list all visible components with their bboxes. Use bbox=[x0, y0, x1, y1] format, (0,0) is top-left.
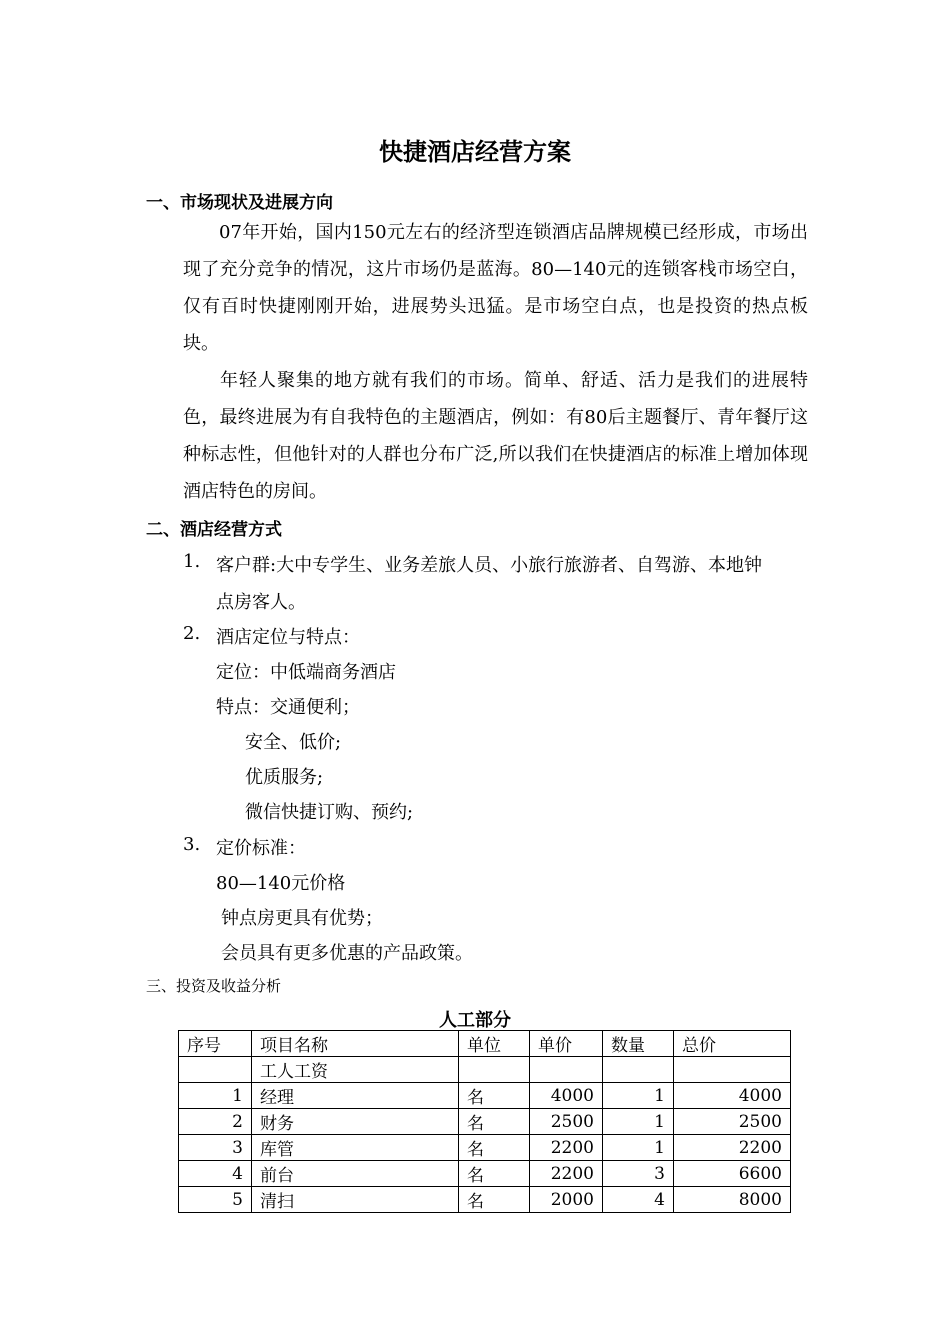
market-paragraph-2 bbox=[183, 362, 808, 510]
row-number: 4 bbox=[179, 1161, 252, 1187]
row-number: 3 bbox=[179, 1135, 252, 1161]
market-paragraph-1 bbox=[183, 214, 808, 362]
unit-price: 2200 bbox=[530, 1161, 603, 1187]
unit: 名 bbox=[459, 1187, 530, 1213]
features-label: 特点：交通便利； bbox=[216, 697, 360, 718]
unit: 名 bbox=[459, 1135, 530, 1161]
item-name: 前台 bbox=[252, 1161, 459, 1187]
quantity: 1 bbox=[603, 1135, 674, 1161]
table-row bbox=[179, 1135, 791, 1161]
list-number-2: 2. bbox=[183, 623, 201, 644]
table-cell bbox=[530, 1057, 603, 1083]
total-price: 4000 bbox=[674, 1083, 791, 1109]
customer-group-line1: 客户群:大中专学生、业务差旅人员、小旅行旅游者、自驾游、本地钟 bbox=[216, 555, 763, 576]
table-cell bbox=[179, 1057, 252, 1083]
column-header: 单位 bbox=[459, 1031, 530, 1057]
quantity: 1 bbox=[603, 1083, 674, 1109]
section-heading-operation: 二、酒店经营方式 bbox=[146, 520, 282, 540]
quantity: 3 bbox=[603, 1161, 674, 1187]
document-title: 快捷酒店经营方案 bbox=[379, 138, 571, 166]
price-range: 80—140元价格 bbox=[216, 873, 346, 894]
item-name: 财务 bbox=[252, 1109, 459, 1135]
unit-price: 2200 bbox=[530, 1135, 603, 1161]
table-header-row bbox=[179, 1031, 791, 1057]
market-paragraph-2-text: 年轻人聚集的地方就有我们的市场。简单、舒适、活力是我们的进展特色，最终进展为有自我特色的主题酒店，例如：有80后主题餐厅、青年餐厅这种标志性，但他针对的人群也分布广泛,所以我们在快捷酒店的标准上增加体现酒店特色的房间。 bbox=[183, 370, 808, 502]
table-row bbox=[179, 1161, 791, 1187]
list-number-3: 3. bbox=[183, 834, 201, 855]
price-note: 会员具有更多优惠的产品政策。 bbox=[221, 943, 473, 964]
row-number: 5 bbox=[179, 1187, 252, 1213]
item-name: 经理 bbox=[252, 1083, 459, 1109]
group-label: 工人工资 bbox=[252, 1057, 459, 1083]
row-number: 2 bbox=[179, 1109, 252, 1135]
price-note: 钟点房更具有优势； bbox=[221, 908, 383, 929]
column-header: 单价 bbox=[530, 1031, 603, 1057]
labor-cost-table bbox=[178, 1030, 791, 1213]
table-cell bbox=[459, 1057, 530, 1083]
table-group-row bbox=[179, 1057, 791, 1083]
section-heading-investment: 三、投资及收益分析 bbox=[146, 977, 282, 995]
column-header: 总价 bbox=[674, 1031, 791, 1057]
item-name: 清扫 bbox=[252, 1187, 459, 1213]
feature-item: 微信快捷订购、预约; bbox=[245, 802, 414, 823]
table-row bbox=[179, 1109, 791, 1135]
list-number-1: 1. bbox=[183, 551, 201, 572]
table-title: 人工部分 bbox=[439, 1010, 511, 1031]
table-cell bbox=[674, 1057, 791, 1083]
column-header: 序号 bbox=[179, 1031, 252, 1057]
item-name: 库管 bbox=[252, 1135, 459, 1161]
customer-group-line2: 点房客人。 bbox=[216, 592, 306, 613]
column-header: 项目名称 bbox=[252, 1031, 459, 1057]
feature-item: 安全、低价; bbox=[245, 732, 342, 753]
unit-price: 2500 bbox=[530, 1109, 603, 1135]
quantity: 4 bbox=[603, 1187, 674, 1213]
table-row bbox=[179, 1083, 791, 1109]
total-price: 2200 bbox=[674, 1135, 791, 1161]
feature-item: 优质服务; bbox=[245, 767, 324, 788]
total-price: 2500 bbox=[674, 1109, 791, 1135]
unit-price: 2000 bbox=[530, 1187, 603, 1213]
unit: 名 bbox=[459, 1161, 530, 1187]
table-row bbox=[179, 1187, 791, 1213]
total-price: 8000 bbox=[674, 1187, 791, 1213]
quantity: 1 bbox=[603, 1109, 674, 1135]
pricing-heading: 定价标准： bbox=[216, 838, 306, 859]
unit: 名 bbox=[459, 1083, 530, 1109]
positioning-heading: 酒店定位与特点： bbox=[216, 627, 360, 648]
section-heading-market: 一、市场现状及进展方向 bbox=[146, 193, 333, 213]
column-header: 数量 bbox=[603, 1031, 674, 1057]
market-paragraph-1-text: 07年开始，国内150元左右的经济型连锁酒店品牌规模已经形成，市场出现了充分竞争的情况，这片市场仍是蓝海。80—140元的连锁客栈市场空白，仅有百时快捷刚刚开始，进展势头迅猛。是市场空白点，也是投资的热点板块。 bbox=[183, 222, 808, 354]
total-price: 6600 bbox=[674, 1161, 791, 1187]
unit: 名 bbox=[459, 1109, 530, 1135]
table-cell bbox=[603, 1057, 674, 1083]
positioning-text: 定位：中低端商务酒店 bbox=[216, 662, 396, 683]
row-number: 1 bbox=[179, 1083, 252, 1109]
unit-price: 4000 bbox=[530, 1083, 603, 1109]
